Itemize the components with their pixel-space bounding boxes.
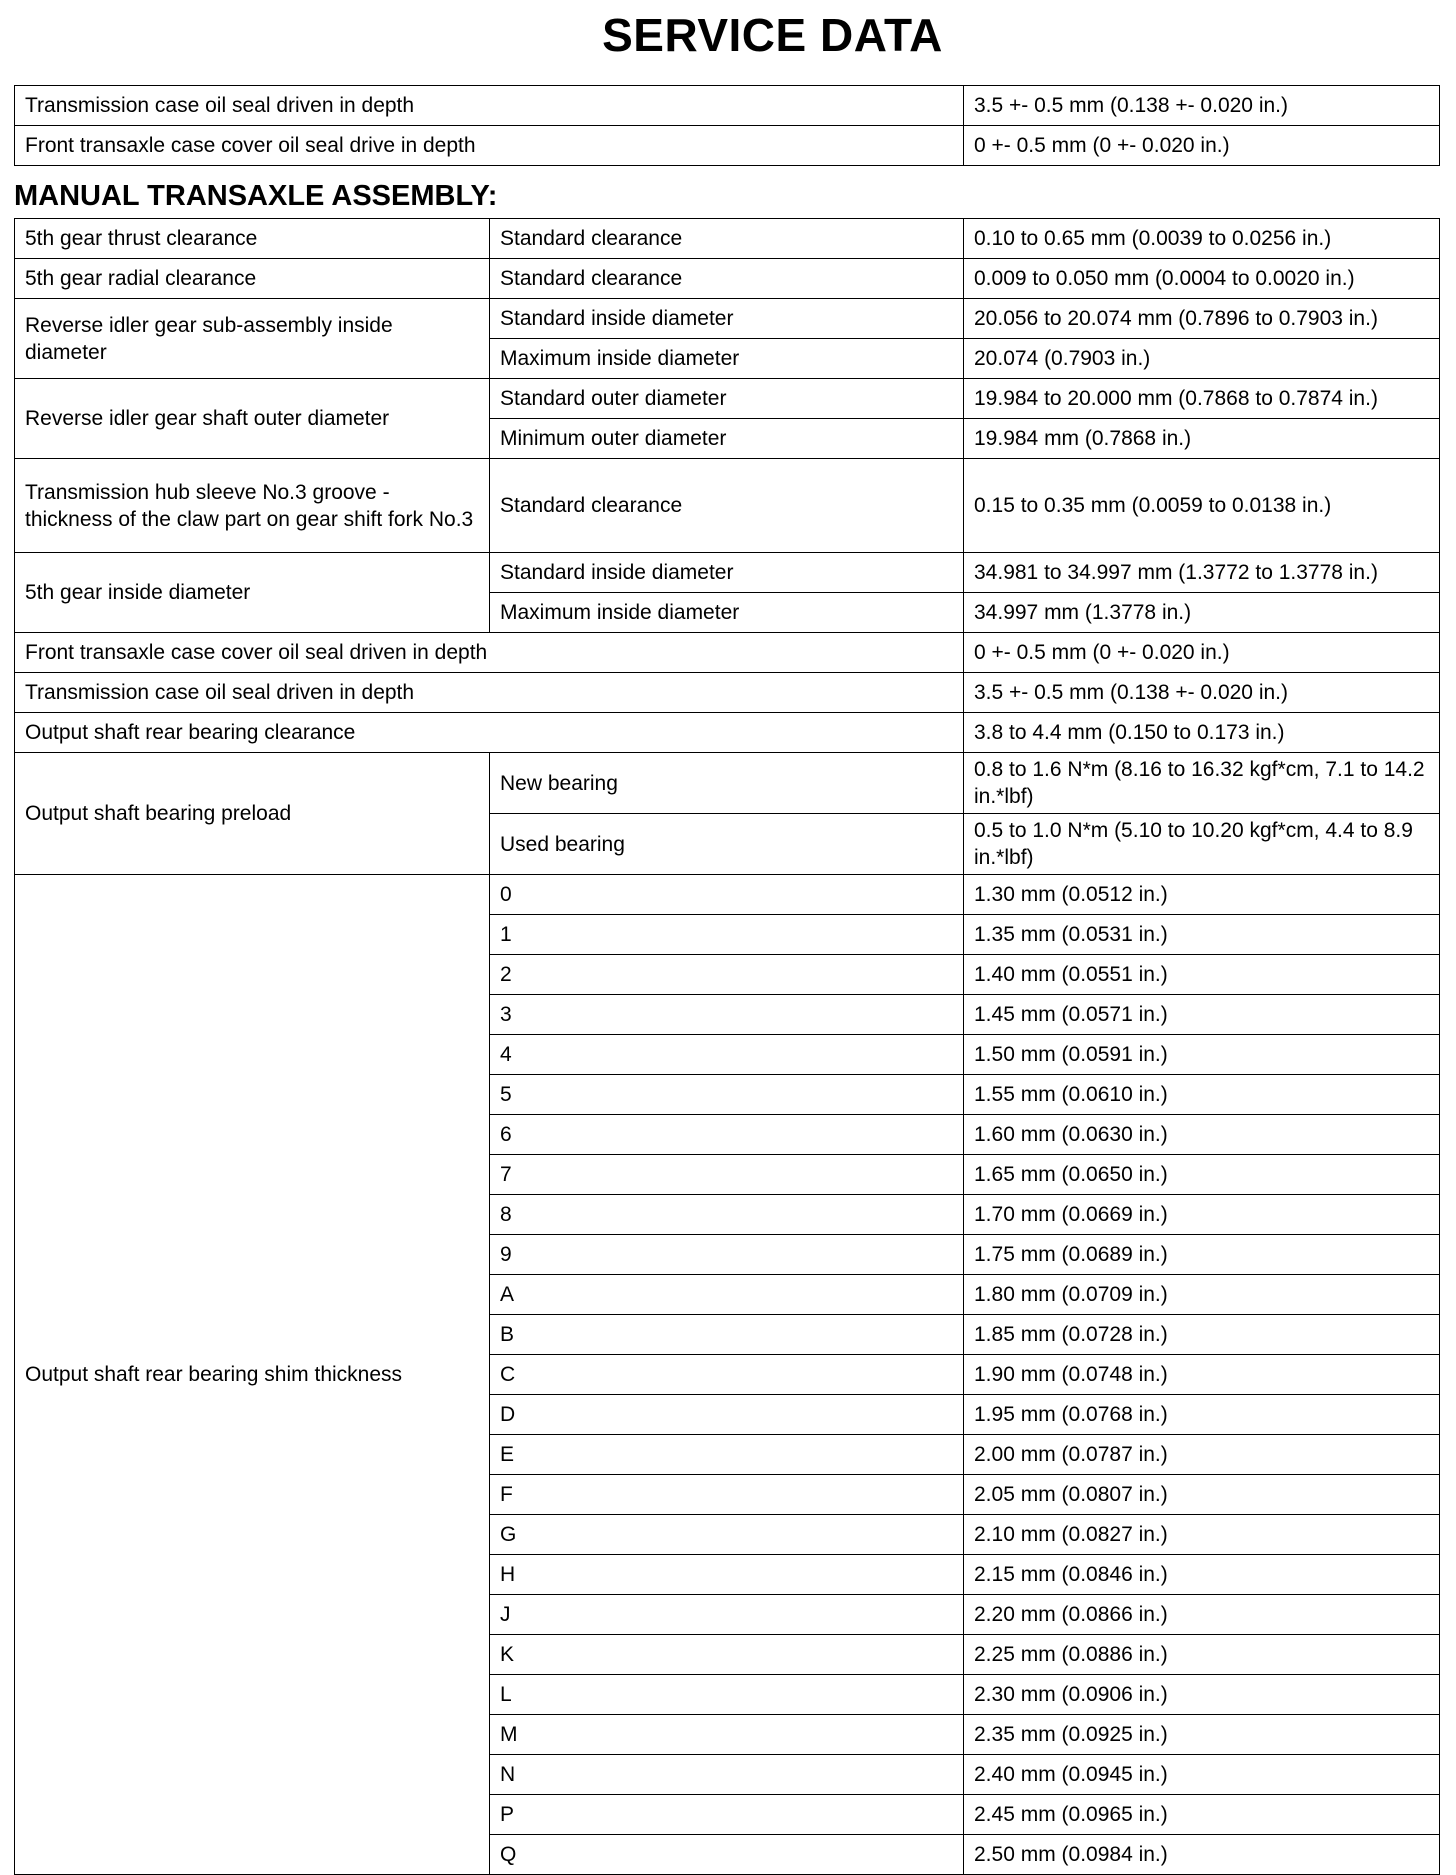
shim-mark-cell: Q [490, 1835, 964, 1875]
value-cell: 0 +- 0.5 mm (0 +- 0.020 in.) [964, 126, 1440, 166]
value-cell: 0 +- 0.5 mm (0 +- 0.020 in.) [964, 633, 1440, 673]
item-cell: Output shaft bearing preload [15, 753, 490, 875]
oil-seal-table [14, 85, 1440, 166]
condition-cell: Standard outer diameter [490, 379, 964, 419]
shim-thickness-cell: 1.85 mm (0.0728 in.) [964, 1315, 1440, 1355]
value-cell: 20.074 (0.7903 in.) [964, 339, 1440, 379]
shim-thickness-cell: 1.40 mm (0.0551 in.) [964, 955, 1440, 995]
shim-thickness-cell: 1.30 mm (0.0512 in.) [964, 875, 1440, 915]
shim-mark-cell: A [490, 1275, 964, 1315]
item-cell: Reverse idler gear shaft outer diameter [15, 379, 490, 459]
shim-mark-cell: D [490, 1395, 964, 1435]
value-cell: 19.984 mm (0.7868 in.) [964, 419, 1440, 459]
item-cell: 5th gear radial clearance [15, 259, 490, 299]
item-cell: Output shaft rear bearing shim thickness [15, 875, 490, 1875]
shim-thickness-cell: 1.50 mm (0.0591 in.) [964, 1035, 1440, 1075]
shim-thickness-cell: 1.55 mm (0.0610 in.) [964, 1075, 1440, 1115]
shim-thickness-cell: 2.40 mm (0.0945 in.) [964, 1755, 1440, 1795]
table-row [15, 633, 1440, 673]
shim-mark-cell: 7 [490, 1155, 964, 1195]
table-row [15, 299, 1440, 339]
table-row [15, 553, 1440, 593]
shim-mark-cell: 3 [490, 995, 964, 1035]
value-cell: 0.8 to 1.6 N*m (8.16 to 16.32 kgf*cm, 7.1 to 14.2 in.*lbf) [964, 753, 1440, 814]
shim-mark-cell: M [490, 1715, 964, 1755]
value-cell: 3.5 +- 0.5 mm (0.138 +- 0.020 in.) [964, 86, 1440, 126]
shim-thickness-cell: 2.05 mm (0.0807 in.) [964, 1475, 1440, 1515]
shim-mark-cell: 6 [490, 1115, 964, 1155]
condition-cell: New bearing [490, 753, 964, 814]
shim-mark-cell: 5 [490, 1075, 964, 1115]
shim-thickness-cell: 2.30 mm (0.0906 in.) [964, 1675, 1440, 1715]
condition-cell: Maximum inside diameter [490, 593, 964, 633]
assembly-table [14, 218, 1440, 1875]
shim-mark-cell: 1 [490, 915, 964, 955]
condition-cell: Used bearing [490, 814, 964, 875]
shim-thickness-cell: 1.95 mm (0.0768 in.) [964, 1395, 1440, 1435]
table-row [15, 219, 1440, 259]
value-cell: 3.8 to 4.4 mm (0.150 to 0.173 in.) [964, 713, 1440, 753]
table-row [15, 259, 1440, 299]
shim-thickness-cell: 1.75 mm (0.0689 in.) [964, 1235, 1440, 1275]
shim-thickness-cell: 2.10 mm (0.0827 in.) [964, 1515, 1440, 1555]
value-cell: 34.981 to 34.997 mm (1.3772 to 1.3778 in.) [964, 553, 1440, 593]
shim-mark-cell: L [490, 1675, 964, 1715]
shim-mark-cell: J [490, 1595, 964, 1635]
shim-mark-cell: N [490, 1755, 964, 1795]
shim-thickness-cell: 2.45 mm (0.0965 in.) [964, 1795, 1440, 1835]
shim-mark-cell: 9 [490, 1235, 964, 1275]
table-row [15, 86, 1440, 126]
item-cell: Reverse idler gear sub-assembly inside diameter [15, 299, 490, 379]
shim-mark-cell: F [490, 1475, 964, 1515]
shim-mark-cell: P [490, 1795, 964, 1835]
condition-cell: Standard clearance [490, 459, 964, 553]
shim-thickness-cell: 1.65 mm (0.0650 in.) [964, 1155, 1440, 1195]
table-row [15, 673, 1440, 713]
value-cell: 0.10 to 0.65 mm (0.0039 to 0.0256 in.) [964, 219, 1440, 259]
condition-cell: Standard clearance [490, 219, 964, 259]
value-cell: 0.15 to 0.35 mm (0.0059 to 0.0138 in.) [964, 459, 1440, 553]
shim-mark-cell: K [490, 1635, 964, 1675]
shim-thickness-cell: 2.20 mm (0.0866 in.) [964, 1595, 1440, 1635]
shim-thickness-cell: 2.00 mm (0.0787 in.) [964, 1435, 1440, 1475]
shim-mark-cell: 0 [490, 875, 964, 915]
shim-mark-cell: C [490, 1355, 964, 1395]
shim-thickness-cell: 1.35 mm (0.0531 in.) [964, 915, 1440, 955]
item-cell: Transmission case oil seal driven in depth [15, 86, 964, 126]
item-cell: Front transaxle case cover oil seal drive in depth [15, 126, 964, 166]
shim-mark-cell: H [490, 1555, 964, 1595]
table-row [15, 379, 1440, 419]
table-row [15, 713, 1440, 753]
condition-cell: Minimum outer diameter [490, 419, 964, 459]
shim-mark-cell: G [490, 1515, 964, 1555]
shim-thickness-cell: 1.45 mm (0.0571 in.) [964, 995, 1440, 1035]
value-cell: 19.984 to 20.000 mm (0.7868 to 0.7874 in.) [964, 379, 1440, 419]
value-cell: 0.5 to 1.0 N*m (5.10 to 10.20 kgf*cm, 4.4 to 8.9 in.*lbf) [964, 814, 1440, 875]
shim-thickness-cell: 1.70 mm (0.0669 in.) [964, 1195, 1440, 1235]
item-cell: Output shaft rear bearing clearance [15, 713, 964, 753]
shim-thickness-cell: 2.25 mm (0.0886 in.) [964, 1635, 1440, 1675]
table-row [15, 126, 1440, 166]
item-cell: Transmission hub sleeve No.3 groove - thickness of the claw part on gear shift fork No.3 [15, 459, 490, 553]
item-cell: 5th gear inside diameter [15, 553, 490, 633]
page-title: SERVICE DATA [602, 9, 943, 61]
value-cell: 0.009 to 0.050 mm (0.0004 to 0.0020 in.) [964, 259, 1440, 299]
table-row [15, 753, 1440, 814]
value-cell: 3.5 +- 0.5 mm (0.138 +- 0.020 in.) [964, 673, 1440, 713]
shim-thickness-cell: 1.60 mm (0.0630 in.) [964, 1115, 1440, 1155]
value-cell: 20.056 to 20.074 mm (0.7896 to 0.7903 in.) [964, 299, 1440, 339]
shim-thickness-cell: 1.80 mm (0.0709 in.) [964, 1275, 1440, 1315]
section-heading: MANUAL TRANSAXLE ASSEMBLY: [14, 180, 498, 212]
item-cell: Front transaxle case cover oil seal driven in depth [15, 633, 964, 673]
item-cell: 5th gear thrust clearance [15, 219, 490, 259]
table-row [15, 459, 1440, 553]
shim-mark-cell: B [490, 1315, 964, 1355]
condition-cell: Maximum inside diameter [490, 339, 964, 379]
item-cell: Transmission case oil seal driven in depth [15, 673, 964, 713]
shim-mark-cell: 2 [490, 955, 964, 995]
shim-mark-cell: E [490, 1435, 964, 1475]
value-cell: 34.997 mm (1.3778 in.) [964, 593, 1440, 633]
shim-thickness-cell: 2.15 mm (0.0846 in.) [964, 1555, 1440, 1595]
condition-cell: Standard clearance [490, 259, 964, 299]
shim-mark-cell: 8 [490, 1195, 964, 1235]
shim-mark-cell: 4 [490, 1035, 964, 1075]
table-row [15, 875, 1440, 915]
shim-thickness-cell: 2.35 mm (0.0925 in.) [964, 1715, 1440, 1755]
shim-thickness-cell: 2.50 mm (0.0984 in.) [964, 1835, 1440, 1875]
condition-cell: Standard inside diameter [490, 553, 964, 593]
condition-cell: Standard inside diameter [490, 299, 964, 339]
shim-thickness-cell: 1.90 mm (0.0748 in.) [964, 1355, 1440, 1395]
